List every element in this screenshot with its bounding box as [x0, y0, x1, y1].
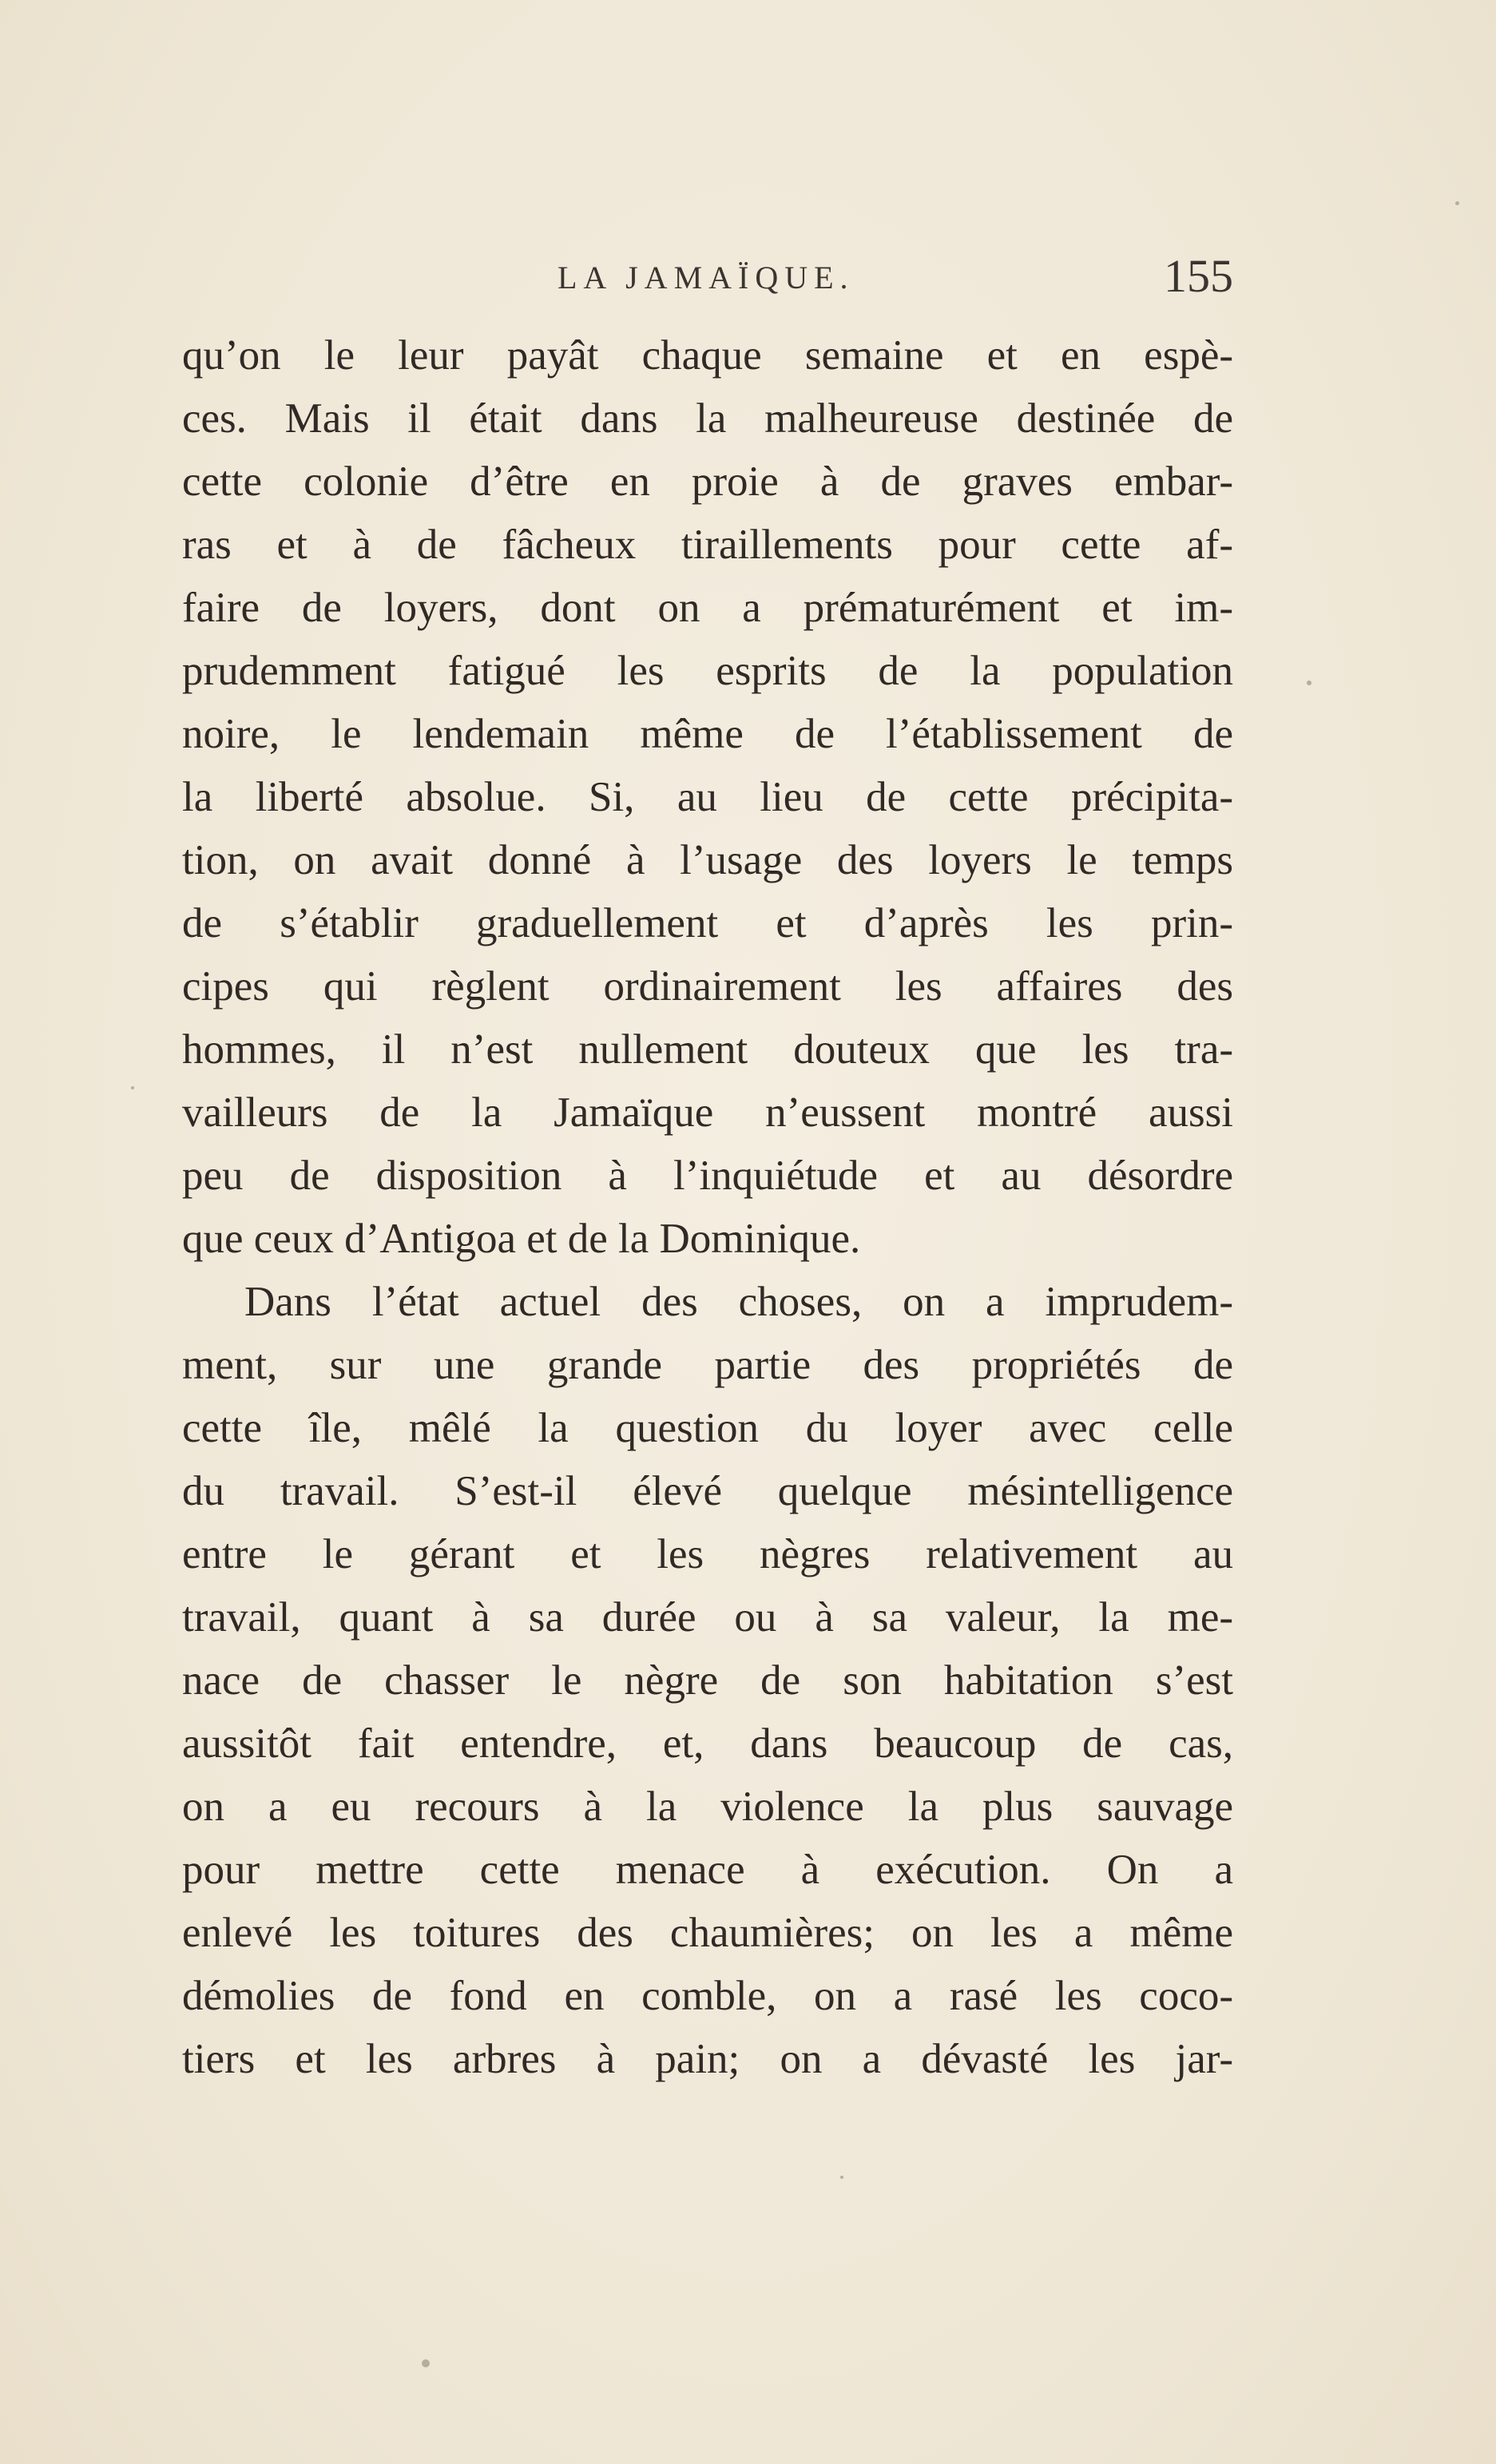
text-line: tion, on avait donné à l’usage des loyers le temps: [182, 837, 1233, 883]
body-text: [182, 324, 1233, 2091]
text-line: pour mettre cette menace à exécution. On a: [182, 1847, 1233, 1893]
text-line: cipes qui règlent ordinairement les affaires des: [182, 963, 1233, 1010]
text-line: faire de loyers, dont on a prématurément et im-: [182, 585, 1233, 631]
text-line: enlevé les toitures des chaumières; on les a même: [182, 1910, 1233, 1956]
text-line: entre le gérant et les nègres relativement au: [182, 1531, 1233, 1577]
text-line: noire, le lendemain même de l’établissement de: [182, 711, 1233, 757]
text-line: travail, quant à sa durée ou à sa valeur, la me-: [182, 1594, 1233, 1641]
paper-speck: [131, 1086, 134, 1089]
text-line: démolies de fond en comble, on a rasé les coco-: [182, 1973, 1233, 2019]
paper-speck: [422, 2359, 430, 2367]
text-line: du travail. S’est-il élevé quelque mésintelligence: [182, 1468, 1233, 1514]
text-line: tiers et les arbres à pain; on a dévasté les jar-: [182, 2036, 1233, 2082]
text-line: ment, sur une grande partie des propriétés de: [182, 1342, 1233, 1388]
paper-speck: [1455, 201, 1459, 205]
running-title: LA JAMAÏQUE.: [558, 260, 855, 296]
text-line: vailleurs de la Jamaïque n’eussent montré aussi: [182, 1089, 1233, 1136]
text-line: cette île, mêlé la question du loyer avec celle: [182, 1405, 1233, 1451]
text-line: qu’on le leur payât chaque semaine et en espè-: [182, 332, 1233, 379]
page-number: 155: [1164, 250, 1233, 302]
text-line: aussitôt fait entendre, et, dans beaucoup de cas,: [182, 1720, 1233, 1767]
paper-speck: [1307, 680, 1311, 685]
text-line: que ceux d’Antigoa et de la Dominique.: [182, 1216, 861, 1262]
text-line: prudemment fatigué les esprits de la population: [182, 648, 1233, 694]
text-line: la liberté absolue. Si, au lieu de cette précipita-: [182, 774, 1233, 820]
text-line: ces. Mais il était dans la malheureuse destinée de: [182, 395, 1233, 442]
text-line: peu de disposition à l’inquiétude et au désordre: [182, 1153, 1233, 1199]
text-line: ras et à de fâcheux tiraillements pour cette af-: [182, 522, 1233, 568]
text-line: cette colonie d’être en proie à de graves embar-: [182, 458, 1233, 505]
text-line: on a eu recours à la violence la plus sauvage: [182, 1784, 1233, 1830]
text-line: de s’établir graduellement et d’après les prin-: [182, 900, 1233, 946]
text-line: nace de chasser le nègre de son habitation s’est: [182, 1657, 1233, 1704]
page-header: [182, 250, 1233, 302]
paragraph-first-line: Dans l’état actuel des choses, on a imprudem-: [244, 1279, 1233, 1325]
text-line: hommes, il n’est nullement douteux que les tra-: [182, 1026, 1233, 1073]
paper-speck: [840, 2176, 843, 2179]
